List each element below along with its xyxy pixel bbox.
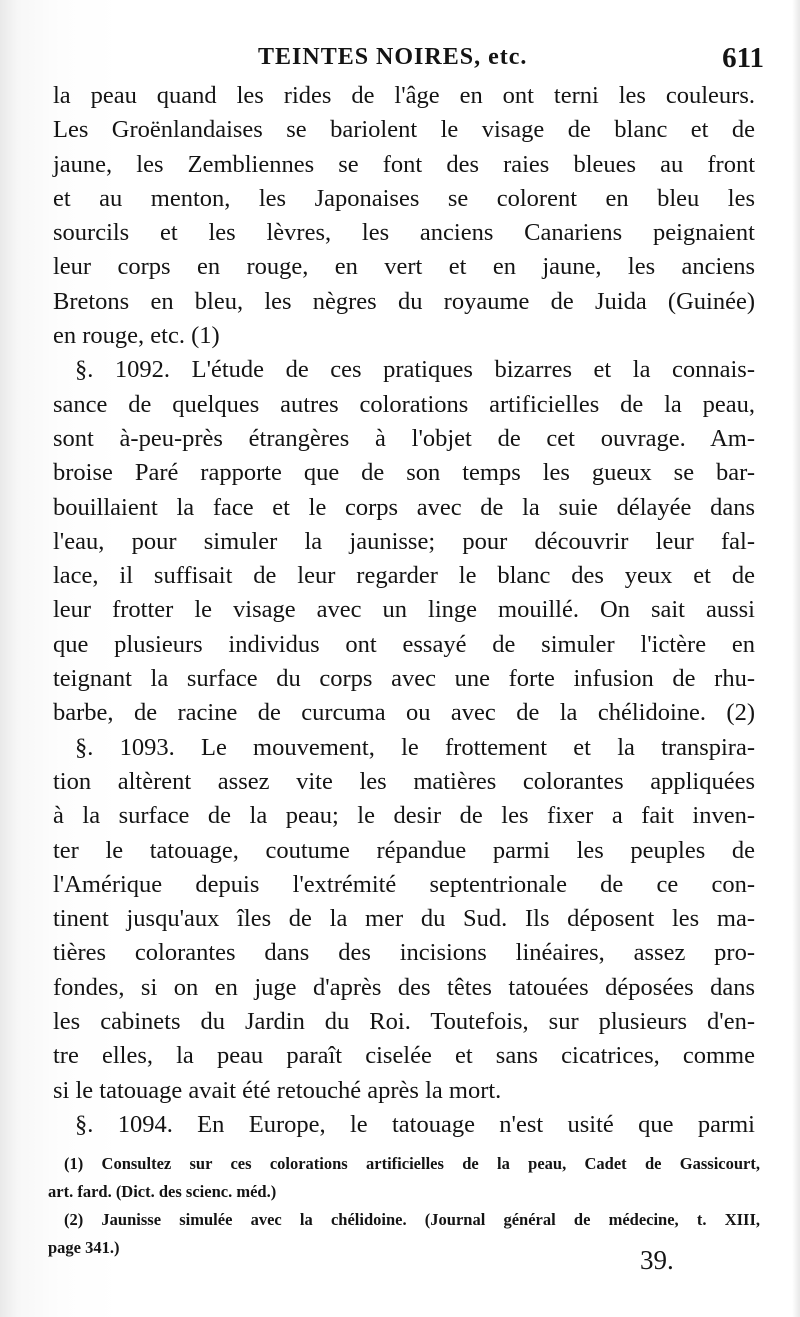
footnote-1: (1) Consultez sur ces colorations artificielles de la peau, Cadet de Gassicourt,: [64, 1154, 760, 1173]
body-line: bouillaient la face et le corps avec de la suie délayée dans: [53, 493, 755, 521]
body-line: tre elles, la peau paraît ciselée et sans cicatrices, comme: [53, 1042, 755, 1070]
body-line: Bretons en bleu, les nègres du royaume de Juida (Guinée): [53, 287, 755, 315]
body-line: tinent jusqu'aux îles de la mer du Sud. Ils déposent les ma-: [53, 905, 755, 933]
body-line: tion altèrent assez vite les matières colorantes appliquées: [53, 767, 755, 795]
body-line: et au menton, les Japonaises se colorent en bleu les: [53, 184, 755, 212]
body-line: sont à-peu-près étrangères à l'objet de cet ouvrage. Am-: [53, 424, 755, 452]
body-text: [53, 79, 755, 1142]
body-line: l'Amérique depuis l'extrémité septentrionale de ce con-: [53, 870, 755, 898]
body-line: les cabinets du Jardin du Roi. Toutefois, sur plusieurs d'en-: [53, 1008, 755, 1036]
footnote-2-continued: page 341.): [48, 1238, 120, 1257]
body-line: l'eau, pour simuler la jaunisse; pour découvrir leur fal-: [53, 527, 755, 555]
body-line: jaune, les Zembliennes se font des raies bleues au front: [53, 150, 755, 178]
body-line: sourcils et les lèvres, les anciens Canariens peignaient: [53, 219, 755, 247]
body-line: leur frotter le visage avec un linge mouillé. On sait aussi: [53, 596, 755, 624]
body-line: ter le tatouage, coutume répandue parmi les peuples de: [53, 836, 755, 864]
signature-mark: 39.: [640, 1245, 674, 1275]
page-edge-shadow: [792, 0, 800, 1317]
body-line: en rouge, etc. (1): [53, 322, 220, 350]
body-line: barbe, de racine de curcuma ou avec de la chélidoine. (2): [53, 699, 755, 727]
body-line: si le tatouage avait été retouché après la mort.: [53, 1076, 502, 1104]
body-line: que plusieurs individus ont essayé de simuler l'ictère en: [53, 630, 755, 658]
body-line: Les Groënlandaises se bariolent le visage de blanc et de: [53, 116, 755, 144]
body-line: fondes, si on en juge d'après des têtes tatouées déposées dans: [53, 973, 755, 1001]
page-number: 611: [722, 42, 764, 74]
body-line: à la surface de la peau; le desir de les fixer a fait inven-: [53, 802, 755, 830]
body-line: teignant la surface du corps avec une forte infusion de rhu-: [53, 665, 755, 693]
body-line: la peau quand les rides de l'âge en ont terni les couleurs.: [53, 82, 755, 109]
body-line: tières colorantes dans des incisions linéaires, assez pro-: [53, 939, 755, 967]
body-line: lace, il suffisait de leur regarder le blanc des yeux et de: [53, 562, 755, 590]
body-line: leur corps en rouge, en vert et en jaune, les anciens: [53, 253, 755, 281]
footnote-1-continued: art. fard. (Dict. des scienc. méd.): [48, 1182, 277, 1201]
running-head: [48, 40, 768, 80]
footnote-2: (2) Jaunisse simulée avec la chélidoine. (Journal général de médecine, t. XIII,: [64, 1210, 760, 1229]
body-line: broise Paré rapporte que de son temps les gueux se bar-: [53, 459, 755, 487]
paragraph-1094-start: §. 1094. En Europe, le tatouage n'est usité que parmi: [75, 1110, 755, 1138]
running-title: TEINTES NOIRES, etc.: [258, 44, 528, 70]
body-line: sance de quelques autres colorations artificielles de la peau,: [53, 390, 755, 418]
paragraph-1092-start: §. 1092. L'étude de ces pratiques bizarres et la connais-: [75, 356, 755, 384]
paragraph-1093-start: §. 1093. Le mouvement, le frottement et la transpira-: [75, 733, 755, 761]
